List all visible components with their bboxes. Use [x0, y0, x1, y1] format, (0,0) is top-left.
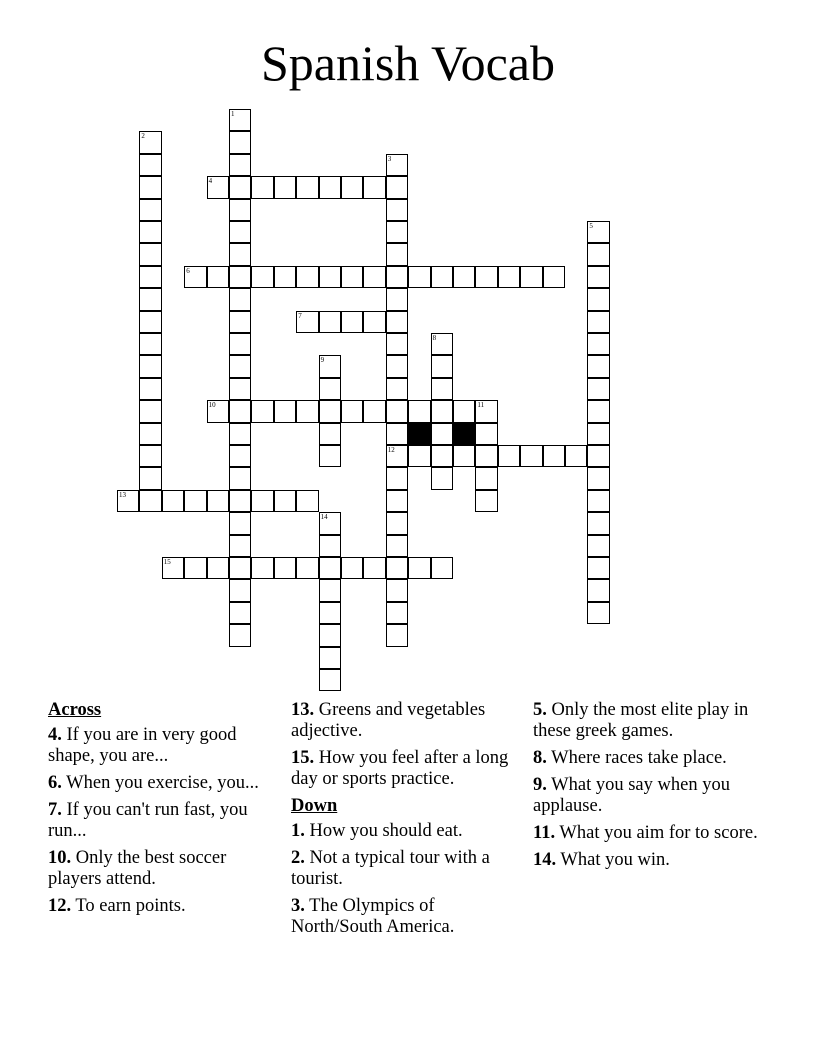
crossword-cell[interactable]	[229, 266, 251, 288]
clues-column-1	[48, 700, 284, 923]
crossword-cell[interactable]	[408, 445, 430, 467]
crossword-cell[interactable]	[543, 266, 565, 288]
crossword-cell[interactable]	[184, 557, 206, 579]
clue-number: 13.	[291, 700, 315, 720]
crossword-cell[interactable]	[319, 378, 341, 400]
cell-number: 8	[432, 334, 437, 342]
crossword-cell[interactable]	[453, 266, 475, 288]
crossword-cell[interactable]	[386, 557, 408, 579]
crossword-cell[interactable]	[453, 445, 475, 467]
crossword-cell[interactable]	[274, 176, 296, 198]
crossword-cell[interactable]	[587, 557, 609, 579]
crossword-cell[interactable]	[229, 109, 251, 131]
crossword-cell[interactable]	[319, 669, 341, 691]
crossword-cell[interactable]	[341, 557, 363, 579]
crossword-cell[interactable]	[229, 490, 251, 512]
crossword-cell[interactable]	[386, 288, 408, 310]
crossword-cell[interactable]	[251, 490, 273, 512]
cell-number: 6	[186, 266, 190, 275]
cell-number: 1	[231, 110, 235, 118]
crossword-cell[interactable]	[363, 311, 385, 333]
cell-number: 5	[589, 222, 593, 230]
down-clue-11	[533, 823, 769, 844]
crossword-cell[interactable]	[117, 490, 139, 512]
crossword-cell[interactable]	[229, 579, 251, 601]
cell-number: 9	[320, 356, 325, 365]
clue-number: 9.	[533, 775, 547, 795]
across-clue-15	[291, 748, 527, 790]
crossword-cell[interactable]	[386, 624, 408, 646]
crossword-cell[interactable]	[587, 602, 609, 624]
clues-column-3	[533, 700, 769, 877]
crossword-cell[interactable]	[587, 266, 609, 288]
crossword-cell[interactable]	[296, 266, 318, 288]
crossword-cell[interactable]	[587, 221, 609, 243]
crossword-cell[interactable]	[184, 490, 206, 512]
crossword-cell[interactable]	[139, 400, 161, 422]
crossword-cell[interactable]	[251, 266, 273, 288]
clue-number: 12.	[48, 896, 72, 916]
crossword-cell[interactable]	[386, 243, 408, 265]
crossword-cell[interactable]	[229, 535, 251, 557]
crossword-cell[interactable]	[319, 445, 341, 467]
crossword-cell[interactable]	[229, 445, 251, 467]
clue-text: Only the best soccer players attend.	[48, 848, 227, 889]
crossword-cell[interactable]	[139, 378, 161, 400]
crossword-cell[interactable]	[319, 512, 341, 534]
across-clue-10	[48, 848, 284, 890]
crossword-cell[interactable]	[274, 266, 296, 288]
crossword-cell[interactable]	[207, 490, 229, 512]
crossword-cell[interactable]	[587, 423, 609, 445]
crossword-cell[interactable]	[139, 243, 161, 265]
crossword-cell[interactable]	[363, 557, 385, 579]
crossword-cell[interactable]	[274, 490, 296, 512]
crossword-cell[interactable]	[565, 445, 587, 467]
clue-number: 11.	[533, 823, 556, 843]
crossword-cell[interactable]	[587, 311, 609, 333]
crossword-cell[interactable]	[363, 400, 385, 422]
crossword-cell[interactable]	[431, 333, 453, 355]
crossword-cell[interactable]	[274, 400, 296, 422]
clue-text: To earn points.	[75, 896, 186, 916]
clue-number: 2.	[291, 848, 305, 868]
crossword-cell[interactable]	[251, 557, 273, 579]
clue-text: If you are in very good shape, you are...	[48, 725, 237, 766]
clue-text: What you say when you applause.	[533, 775, 730, 816]
cell-number: 10	[208, 401, 216, 410]
crossword-cell[interactable]	[386, 490, 408, 512]
crossword-cell[interactable]	[162, 490, 184, 512]
crossword-cell[interactable]	[386, 221, 408, 243]
clue-text: What you win.	[560, 850, 670, 870]
cell-number: 7	[298, 311, 302, 320]
across-clue-7	[48, 800, 284, 842]
crossword-cell[interactable]	[139, 288, 161, 310]
clue-number: 8.	[533, 748, 547, 768]
crossword-cell[interactable]	[319, 423, 341, 445]
crossword-cell[interactable]	[341, 266, 363, 288]
clue-text: If you can't run fast, you run...	[48, 800, 248, 841]
crossword-cell[interactable]	[139, 333, 161, 355]
clue-text: How you should eat.	[309, 821, 463, 841]
crossword-cell[interactable]	[229, 221, 251, 243]
cell-number: 4	[208, 177, 213, 186]
crossword-cell[interactable]	[207, 176, 229, 198]
across-clue-6	[48, 773, 284, 794]
crossword-cell[interactable]	[386, 400, 408, 422]
clue-number: 4.	[48, 725, 62, 745]
clue-text: How you feel after a long day or sports practice.	[291, 748, 509, 789]
down-clue-8	[533, 748, 769, 769]
crossword-cell[interactable]	[139, 467, 161, 489]
clue-number: 14.	[533, 850, 557, 870]
crossword-cell[interactable]	[386, 467, 408, 489]
crossword-cell[interactable]	[207, 557, 229, 579]
down-clue-2	[291, 848, 527, 890]
crossword-cell[interactable]	[139, 355, 161, 377]
crossword-cell[interactable]	[341, 311, 363, 333]
crossword-cell[interactable]	[520, 445, 542, 467]
crossword-cell[interactable]	[386, 266, 408, 288]
crossword-cell[interactable]	[475, 490, 497, 512]
crossword-cell[interactable]	[386, 176, 408, 198]
crossword-cell[interactable]	[296, 400, 318, 422]
crossword-cell[interactable]	[139, 266, 161, 288]
crossword-cell[interactable]	[139, 490, 161, 512]
clue-number: 10.	[48, 848, 72, 868]
crossword-cell[interactable]	[229, 288, 251, 310]
crossword-cell[interactable]	[319, 266, 341, 288]
crossword-cell[interactable]	[251, 400, 273, 422]
crossword-cell[interactable]	[207, 400, 229, 422]
crossword-cell[interactable]	[296, 176, 318, 198]
crossword-cell[interactable]	[296, 311, 318, 333]
crossword-cell[interactable]	[386, 445, 408, 467]
crossword-cell[interactable]	[184, 266, 206, 288]
page-title: Spanish Vocab	[261, 35, 555, 91]
clues-column-2	[291, 700, 527, 944]
crossword-cell[interactable]	[319, 557, 341, 579]
crossword-cell[interactable]	[319, 176, 341, 198]
crossword-cell[interactable]	[319, 535, 341, 557]
crossword-cell[interactable]	[139, 199, 161, 221]
crossword-cell[interactable]	[475, 400, 497, 422]
crossword-cell[interactable]	[229, 243, 251, 265]
crossword-cell[interactable]	[543, 445, 565, 467]
crossword-cell[interactable]	[296, 557, 318, 579]
crossword-cell[interactable]	[229, 423, 251, 445]
clue-number: 3.	[291, 896, 305, 916]
crossword-cell[interactable]	[229, 154, 251, 176]
crossword-cell[interactable]	[341, 176, 363, 198]
clue-number: 15.	[291, 748, 315, 768]
clue-text: The Olympics of North/South America.	[291, 896, 455, 937]
clue-text: When you exercise, you...	[66, 773, 259, 793]
crossword-cell[interactable]	[229, 355, 251, 377]
crossword-cell[interactable]	[319, 400, 341, 422]
clue-text: Where races take place.	[551, 748, 727, 768]
crossword-cell[interactable]	[386, 154, 408, 176]
crossword-cell[interactable]	[386, 199, 408, 221]
crossword-cell[interactable]	[229, 333, 251, 355]
crossword-cell[interactable]	[587, 333, 609, 355]
crossword-cell[interactable]	[251, 176, 273, 198]
crossword-cell[interactable]	[498, 445, 520, 467]
crossword-cell[interactable]	[386, 378, 408, 400]
crossword-cell[interactable]	[587, 490, 609, 512]
down-clue-1	[291, 821, 527, 842]
down-clue-3	[291, 896, 527, 938]
crossword-cell[interactable]	[386, 512, 408, 534]
crossword-cell[interactable]	[431, 355, 453, 377]
crossword-cell[interactable]	[319, 311, 341, 333]
crossword-cell[interactable]	[431, 423, 453, 445]
crossword-cell[interactable]	[475, 423, 497, 445]
down-clue-14	[533, 850, 769, 871]
crossword-cell[interactable]	[139, 131, 161, 153]
crossword-cell[interactable]	[386, 311, 408, 333]
crossword-cell[interactable]	[274, 557, 296, 579]
crossword-cell[interactable]	[475, 266, 497, 288]
crossword-cell[interactable]	[162, 557, 184, 579]
crossword-cell[interactable]	[229, 176, 251, 198]
crossword-cell[interactable]	[587, 400, 609, 422]
black-square	[408, 423, 430, 445]
crossword-cell[interactable]	[587, 288, 609, 310]
crossword-cell[interactable]	[587, 355, 609, 377]
crossword-cell[interactable]	[229, 131, 251, 153]
down-heading: Down	[291, 796, 338, 816]
black-square	[453, 423, 475, 445]
across-clue-13	[291, 700, 527, 742]
crossword-cell[interactable]	[139, 445, 161, 467]
clue-number: 7.	[48, 800, 62, 820]
crossword-cell[interactable]	[587, 579, 609, 601]
crossword-cell[interactable]	[229, 199, 251, 221]
crossword-cell[interactable]	[229, 602, 251, 624]
crossword-cell[interactable]	[587, 445, 609, 467]
crossword-cell[interactable]	[139, 176, 161, 198]
crossword-cell[interactable]	[587, 467, 609, 489]
cell-number: 2	[141, 132, 145, 141]
cell-number: 13	[119, 490, 126, 499]
clue-text: Not a typical tour with a tourist.	[291, 848, 490, 889]
crossword-cell[interactable]	[229, 467, 251, 489]
cell-number: 12	[387, 446, 395, 454]
clue-text: Greens and vegetables adjective.	[291, 700, 486, 741]
clue-text: What you aim for to score.	[559, 823, 758, 843]
crossword-cell[interactable]	[498, 266, 520, 288]
clue-number: 1.	[291, 821, 305, 841]
cell-number: 15	[163, 558, 171, 566]
crossword-cell[interactable]	[408, 266, 430, 288]
crossword-cell[interactable]	[363, 266, 385, 288]
crossword-cell[interactable]	[229, 378, 251, 400]
crossword-cell[interactable]	[431, 445, 453, 467]
crossword-cell[interactable]	[386, 602, 408, 624]
cell-number: 3	[387, 154, 392, 163]
crossword-cell[interactable]	[229, 624, 251, 646]
crossword-cell[interactable]	[207, 266, 229, 288]
crossword-cell[interactable]	[319, 624, 341, 646]
clue-text: Only the most elite play in these greek games.	[533, 700, 749, 741]
crossword-cell[interactable]	[139, 423, 161, 445]
crossword-cell[interactable]	[475, 467, 497, 489]
crossword-cell[interactable]	[587, 512, 609, 534]
across-clue-12	[48, 896, 284, 917]
crossword-cell[interactable]	[363, 176, 385, 198]
crossword-cell[interactable]	[475, 445, 497, 467]
crossword-cell[interactable]	[319, 647, 341, 669]
clue-number: 6.	[48, 773, 62, 793]
crossword-cell[interactable]	[408, 400, 430, 422]
crossword-cell[interactable]	[386, 579, 408, 601]
crossword-cell[interactable]	[229, 557, 251, 579]
crossword-cell[interactable]	[319, 602, 341, 624]
across-heading: Across	[48, 700, 102, 720]
cell-number: 11	[477, 401, 485, 410]
crossword-cell[interactable]	[296, 490, 318, 512]
crossword-cell[interactable]	[139, 154, 161, 176]
crossword-cell[interactable]	[408, 557, 430, 579]
crossword-cell[interactable]	[319, 579, 341, 601]
crossword-cell[interactable]	[229, 512, 251, 534]
crossword-cell[interactable]	[520, 266, 542, 288]
down-clue-5	[533, 700, 769, 742]
crossword-cell[interactable]	[139, 311, 161, 333]
crossword-cell[interactable]	[431, 378, 453, 400]
across-clue-4	[48, 725, 284, 767]
crossword-cell[interactable]	[587, 535, 609, 557]
crossword-cell[interactable]	[453, 400, 475, 422]
crossword-cell[interactable]	[229, 311, 251, 333]
crossword-cell[interactable]	[431, 266, 453, 288]
crossword-cell[interactable]	[431, 467, 453, 489]
crossword-cell[interactable]	[431, 400, 453, 422]
clue-number: 5.	[533, 700, 547, 720]
crossword-cell[interactable]	[319, 355, 341, 377]
crossword-cell[interactable]	[386, 355, 408, 377]
crossword-cell[interactable]	[587, 378, 609, 400]
crossword-cell[interactable]	[386, 535, 408, 557]
down-clue-9	[533, 775, 769, 817]
cell-number: 14	[320, 513, 328, 522]
crossword-cell[interactable]	[386, 333, 408, 355]
crossword-cell[interactable]	[587, 243, 609, 265]
crossword-cell[interactable]	[341, 400, 363, 422]
crossword-cell[interactable]	[139, 221, 161, 243]
crossword-cell[interactable]	[229, 400, 251, 422]
crossword-cell[interactable]	[386, 423, 408, 445]
crossword-cell[interactable]	[431, 557, 453, 579]
